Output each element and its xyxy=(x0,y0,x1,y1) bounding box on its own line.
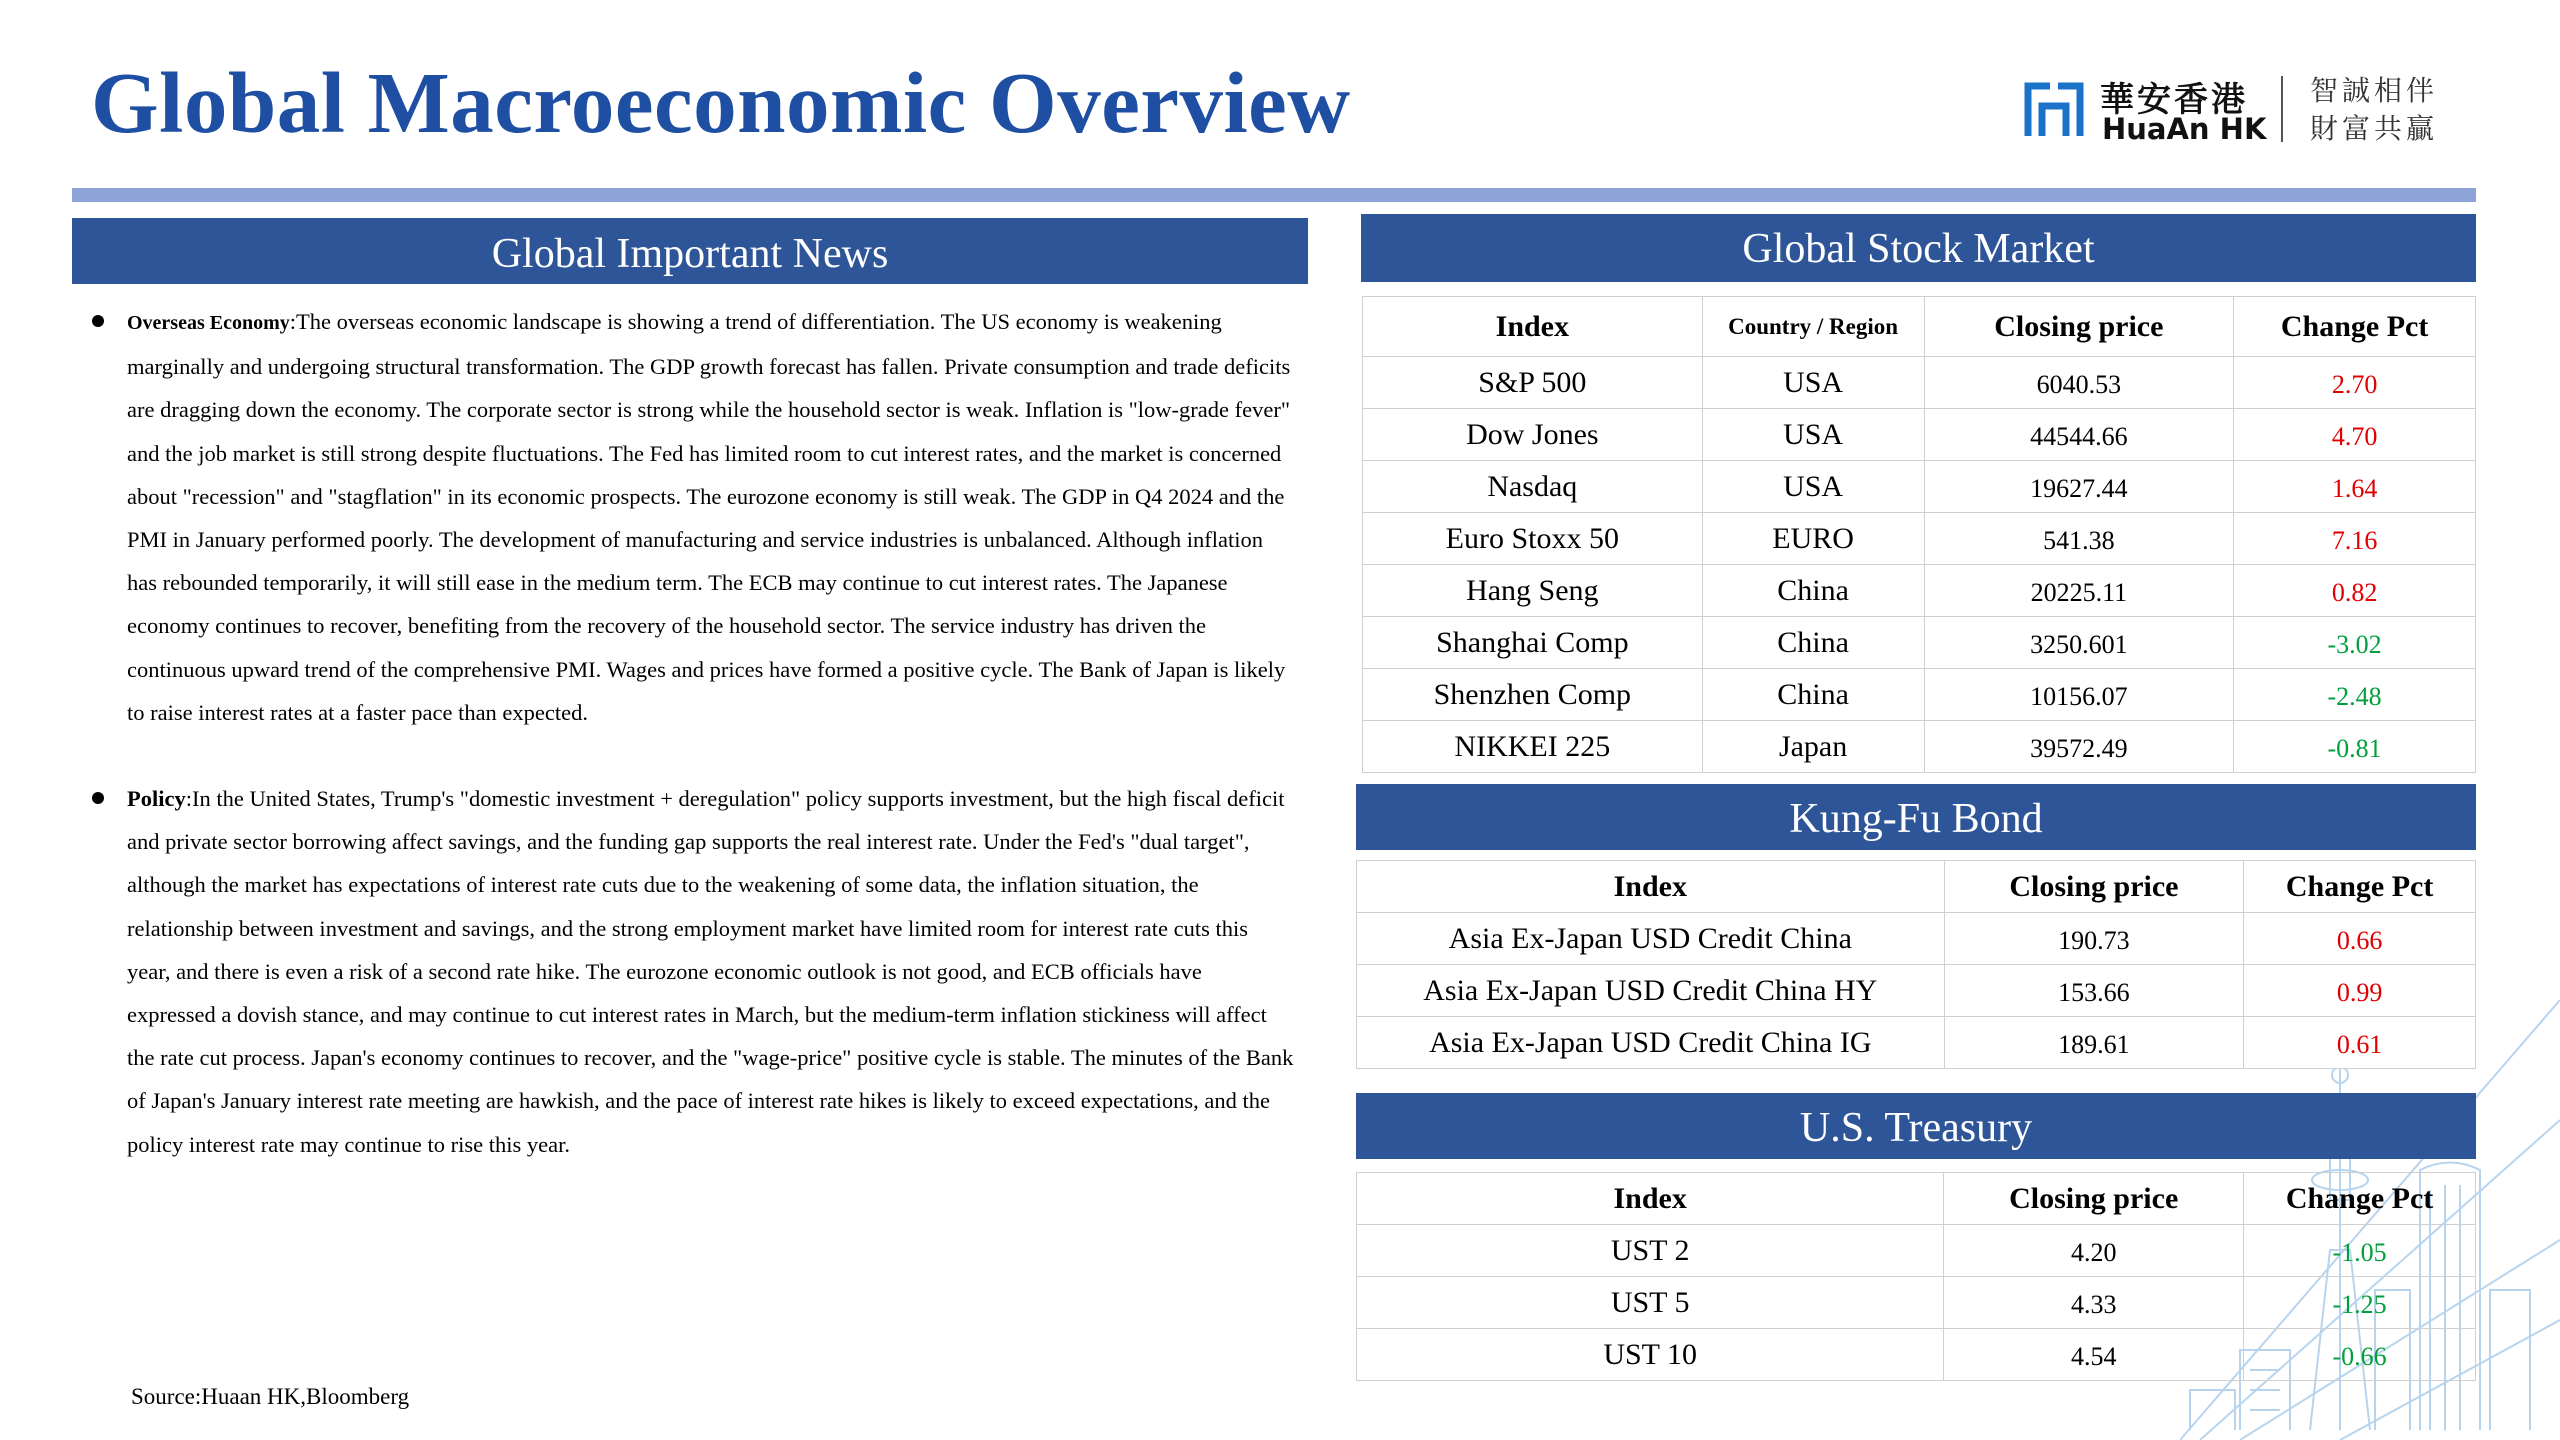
column-header: Index xyxy=(1363,297,1703,357)
table-row xyxy=(1363,565,2476,617)
closing-price: 3250.601 xyxy=(1924,617,2234,669)
change-pct: 0.66 xyxy=(2244,913,2476,965)
change-pct: -3.02 xyxy=(2234,617,2476,669)
index-name: Asia Ex-Japan USD Credit China HY xyxy=(1357,965,1945,1017)
change-pct: 0.82 xyxy=(2234,565,2476,617)
country-region: China xyxy=(1702,565,1924,617)
index-name: Asia Ex-Japan USD Credit China xyxy=(1357,913,1945,965)
news-item-lead: Policy xyxy=(127,786,186,812)
table-header-row xyxy=(1357,1173,2476,1225)
table-header-row xyxy=(1363,297,2476,357)
stock-table xyxy=(1362,296,2476,773)
closing-price: 189.61 xyxy=(1944,1017,2244,1069)
huaan-logo xyxy=(2024,72,2444,152)
closing-price: 190.73 xyxy=(1944,913,2244,965)
change-pct: -2.48 xyxy=(2234,669,2476,721)
closing-price: 541.38 xyxy=(1924,513,2234,565)
change-pct: -1.25 xyxy=(2244,1277,2476,1329)
change-pct: -0.81 xyxy=(2234,721,2476,773)
table-row xyxy=(1363,721,2476,773)
column-header: Index xyxy=(1357,861,1945,913)
closing-price: 44544.66 xyxy=(1924,409,2234,461)
logo-slogan xyxy=(2310,72,2438,148)
source-note: Source:Huaan HK,Bloomberg xyxy=(131,1384,410,1409)
table-row xyxy=(1363,357,2476,409)
page-title: Global Macroeconomic Overview xyxy=(91,54,1351,151)
column-header: Change Pct xyxy=(2234,297,2476,357)
title-divider xyxy=(72,188,2476,202)
country-region: USA xyxy=(1702,357,1924,409)
news-item-text: :The overseas economic landscape is showing a trend of differentiation. The US economy is weakening marginally and undergoing structural transformation. The GDP growth forecast has fallen. Private consumption and trade deficits are dragging down the economy. The corporate sector is strong while the household sector is weak. Inflation is "low-grade fever" and the job market is still strong despite fluctuations. The Fed has limited room to cut interest rates, and the market is concerned about "recession" and "stagflation" in its economic prospects. The eurozone economy is still weak. The GDP in Q4 2024 and the PMI in January performed poorly. The development of manufacturing and service industries is unbalanced. Although inflation has rebounded temporarily, it will still ease in the medium term. The ECB may continue to cut interest rates. The Japanese economy continues to recover, benefiting from the recovery of the household sector. The service industry has driven the continuous upward trend of the comprehensive PMI. Wages and prices have formed a positive cycle. The Bank of Japan is likely to raise interest rates at a faster pace than expected. xyxy=(127,309,1291,725)
news-item-overseas-economy xyxy=(84,300,1294,734)
logo-chinese-name: 華安香港 xyxy=(2100,80,2248,120)
index-name: Hang Seng xyxy=(1363,565,1703,617)
table-row xyxy=(1357,965,2476,1017)
column-header: Closing price xyxy=(1944,861,2244,913)
huaan-logo-icon xyxy=(2024,78,2084,138)
table-row xyxy=(1357,1017,2476,1069)
table-row xyxy=(1363,461,2476,513)
country-region: EURO xyxy=(1702,513,1924,565)
table-row xyxy=(1357,1277,2476,1329)
closing-price: 19627.44 xyxy=(1924,461,2234,513)
closing-price: 4.54 xyxy=(1944,1329,2244,1381)
table-row xyxy=(1357,1329,2476,1381)
index-name: Euro Stoxx 50 xyxy=(1363,513,1703,565)
index-name: Shenzhen Comp xyxy=(1363,669,1703,721)
table-row xyxy=(1363,669,2476,721)
index-name: Shanghai Comp xyxy=(1363,617,1703,669)
treasury-table xyxy=(1356,1172,2476,1381)
column-header: Closing price xyxy=(1944,1173,2244,1225)
bond-table xyxy=(1356,860,2476,1069)
slogan-line-2: 財富共贏 xyxy=(2310,112,2439,145)
closing-price: 20225.11 xyxy=(1924,565,2234,617)
table-header-row xyxy=(1357,861,2476,913)
table-row xyxy=(1363,513,2476,565)
index-name: Dow Jones xyxy=(1363,409,1703,461)
bullet-icon xyxy=(92,315,104,327)
slogan-line-1: 智誠相伴 xyxy=(2310,74,2439,107)
index-name: NIKKEI 225 xyxy=(1363,721,1703,773)
bond-heading: Kung-Fu Bond xyxy=(1356,784,2476,850)
index-name: Asia Ex-Japan USD Credit China IG xyxy=(1357,1017,1945,1069)
change-pct: 7.16 xyxy=(2234,513,2476,565)
table-row xyxy=(1363,409,2476,461)
column-header: Change Pct xyxy=(2244,861,2476,913)
closing-price: 6040.53 xyxy=(1924,357,2234,409)
index-name: UST 10 xyxy=(1357,1329,1944,1381)
column-header: Closing price xyxy=(1924,297,2234,357)
country-region: USA xyxy=(1702,409,1924,461)
closing-price: 4.20 xyxy=(1944,1225,2244,1277)
closing-price: 153.66 xyxy=(1944,965,2244,1017)
logo-divider xyxy=(2281,76,2283,142)
column-header: Change Pct xyxy=(2244,1173,2476,1225)
treasury-heading: U.S. Treasury xyxy=(1356,1093,2476,1159)
stock-heading: Global Stock Market xyxy=(1361,214,2476,282)
index-name: S&P 500 xyxy=(1363,357,1703,409)
table-row xyxy=(1357,1225,2476,1277)
change-pct: 0.61 xyxy=(2244,1017,2476,1069)
table-row xyxy=(1357,913,2476,965)
closing-price: 39572.49 xyxy=(1924,721,2234,773)
country-region: China xyxy=(1702,669,1924,721)
change-pct: -1.05 xyxy=(2244,1225,2476,1277)
news-item-policy xyxy=(84,777,1294,1166)
change-pct: 2.70 xyxy=(2234,357,2476,409)
country-region: USA xyxy=(1702,461,1924,513)
change-pct: -0.66 xyxy=(2244,1329,2476,1381)
column-header: Index xyxy=(1357,1173,1944,1225)
news-list xyxy=(84,300,1294,1166)
index-name: UST 2 xyxy=(1357,1225,1944,1277)
change-pct: 0.99 xyxy=(2244,965,2476,1017)
column-header: Country / Region xyxy=(1702,297,1924,357)
closing-price: 10156.07 xyxy=(1924,669,2234,721)
logo-english-name: HuaAn HK xyxy=(2102,112,2267,146)
index-name: UST 5 xyxy=(1357,1277,1944,1329)
news-item-lead: Overseas Economy xyxy=(127,312,290,334)
news-heading: Global Important News xyxy=(72,218,1308,284)
change-pct: 1.64 xyxy=(2234,461,2476,513)
table-row xyxy=(1363,617,2476,669)
country-region: Japan xyxy=(1702,721,1924,773)
closing-price: 4.33 xyxy=(1944,1277,2244,1329)
change-pct: 4.70 xyxy=(2234,409,2476,461)
bullet-icon xyxy=(92,792,104,804)
news-item-text: :In the United States, Trump's "domestic investment + deregulation" policy supports investment, but the high fiscal deficit and private sector borrowing affect savings, and the funding gap supports the real interest rate. Under the Fed's "dual target", although the market has expectations of interest rate cuts due to the weakening of some data, the inflation situation, the relationship between investment and savings, and the strong employment market have limited room for interest rate cuts this year, and there is even a risk of a second rate hike. The eurozone economic outlook is not good, and ECB officials have expressed a dovish stance, and may continue to cut interest rates in March, but the medium-term inflation stickiness will affect the rate cut process. Japan's economy continues to recover, and the "wage-price" positive cycle is stable. The minutes of the Bank of Japan's January interest rate meeting are hawkish, and the pace of interest rate hikes is likely to exceed expectations, and the policy interest rate may continue to rise this year. xyxy=(127,786,1294,1157)
country-region: China xyxy=(1702,617,1924,669)
index-name: Nasdaq xyxy=(1363,461,1703,513)
